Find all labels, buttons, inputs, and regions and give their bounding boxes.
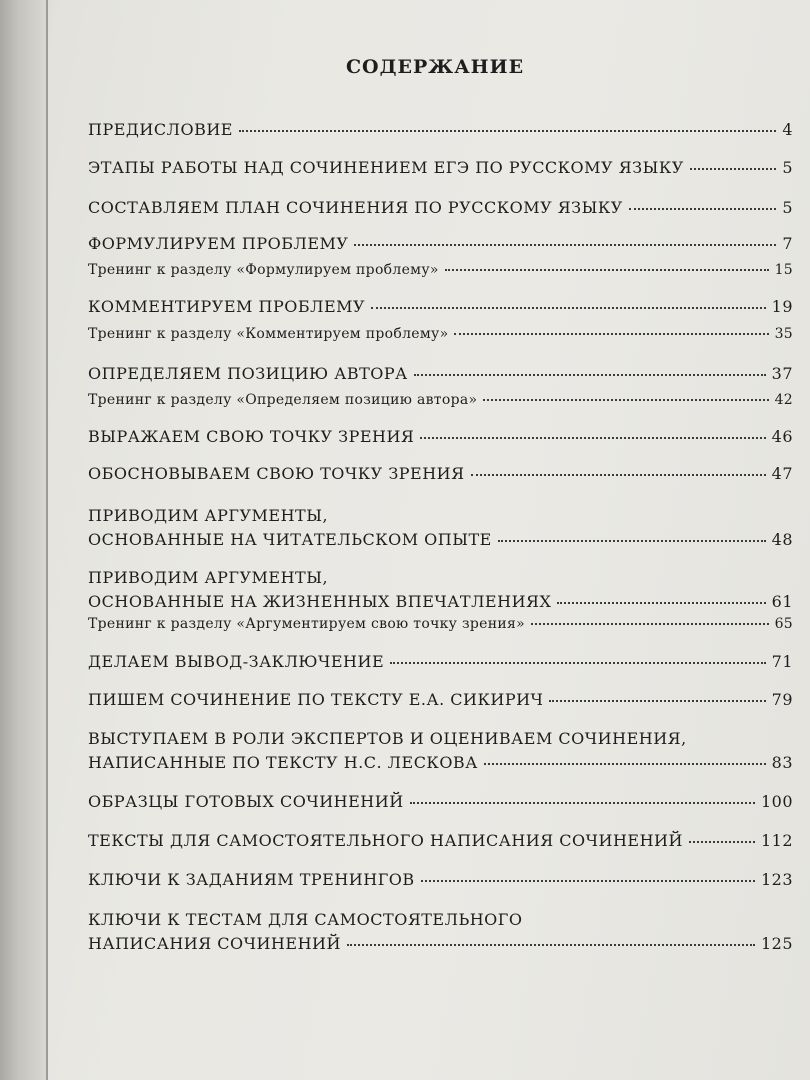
toc-entry-label: ЭТАПЫ РАБОТЫ НАД СОЧИНЕНИЕМ ЕГЭ ПО РУССКОМУ ЯЗЫКУ: [88, 158, 684, 177]
toc-page-number: 71: [771, 652, 793, 671]
toc-entry: [88, 790, 793, 814]
toc-subentry: [88, 258, 793, 282]
toc-entry: [88, 829, 793, 853]
toc-entry: [88, 196, 793, 220]
toc-entry: [88, 504, 793, 552]
toc-page-number: 42: [774, 392, 793, 408]
toc-entry: [88, 362, 793, 386]
toc-entry-label: Тренинг к разделу «Комментируем проблему»: [88, 326, 449, 342]
dot-leader: [414, 374, 766, 376]
toc-entry: [88, 425, 793, 449]
dot-leader: [239, 130, 776, 132]
toc-entry-label: Тренинг к разделу «Аргументируем свою точку зрения»: [88, 616, 526, 632]
dot-leader: [484, 763, 766, 765]
dot-leader: [454, 333, 768, 335]
toc-entry-label: Тренинг к разделу «Формулируем проблему»: [88, 262, 439, 278]
toc-entry-label: ОБОСНОВЫВАЕМ СВОЮ ТОЧКУ ЗРЕНИЯ: [88, 464, 465, 483]
toc-entry-label: Тренинг к разделу «Определяем позицию автора»: [88, 392, 478, 408]
toc-subentry: [88, 322, 793, 346]
dot-leader: [557, 602, 765, 604]
dot-leader: [690, 168, 777, 170]
toc-entry: [88, 727, 793, 775]
toc-entry: [88, 868, 793, 892]
toc-page-number: 79: [771, 690, 793, 709]
dot-leader: [549, 700, 765, 702]
toc-page-number: 61: [771, 592, 793, 611]
toc-entry: [88, 688, 793, 712]
toc-entry: [88, 462, 793, 486]
toc-subentry: [88, 612, 793, 636]
toc-entry-label: ФОРМУЛИРУЕМ ПРОБЛЕМУ: [88, 234, 349, 253]
dot-leader: [347, 944, 755, 946]
toc-entry: [88, 566, 793, 614]
toc-entry: [88, 232, 793, 256]
dot-leader: [498, 540, 766, 542]
toc-entry-label: ТЕКСТЫ ДЛЯ САМОСТОЯТЕЛЬНОГО НАПИСАНИЯ СОЧИНЕНИЙ: [88, 831, 683, 850]
toc-page-number: 83: [771, 753, 793, 772]
toc-entry-label: КЛЮЧИ К ЗАДАНИЯМ ТРЕНИНГОВ: [88, 870, 415, 889]
toc-entry-label: ОБРАЗЦЫ ГОТОВЫХ СОЧИНЕНИЙ: [88, 792, 404, 811]
dot-leader: [689, 841, 755, 843]
toc-entry: [88, 156, 793, 180]
dot-leader: [531, 623, 769, 625]
gutter-edge: [46, 0, 48, 1080]
toc-entry-label: ВЫРАЖАЕМ СВОЮ ТОЧКУ ЗРЕНИЯ: [88, 427, 415, 446]
toc-entry: [88, 295, 793, 319]
toc-page-number: 37: [771, 364, 793, 383]
toc-entry-label-line: ПРИВОДИМ АРГУМЕНТЫ,: [88, 568, 329, 587]
toc-subentry: [88, 388, 793, 412]
dot-leader: [371, 307, 766, 309]
toc-page-number: 65: [774, 616, 793, 632]
toc-page-number: 123: [760, 870, 793, 889]
toc-page-number: 15: [774, 262, 793, 278]
toc-entry-label: ОСНОВАННЫЕ НА ЧИТАТЕЛЬСКОМ ОПЫТЕ: [88, 530, 492, 549]
dot-leader: [483, 399, 768, 401]
toc-entry: [88, 650, 793, 674]
toc-entry-label: НАПИСАНИЯ СОЧИНЕНИЙ: [88, 934, 341, 953]
dot-leader: [410, 802, 755, 804]
dot-leader: [421, 880, 755, 882]
toc-page-number: 5: [782, 158, 793, 177]
dot-leader: [629, 208, 776, 210]
toc-page-number: 112: [760, 831, 793, 850]
toc-entry-label: СОСТАВЛЯЕМ ПЛАН СОЧИНЕНИЯ ПО РУССКОМУ ЯЗЫКУ: [88, 198, 623, 217]
page-title: СОДЕРЖАНИЕ: [345, 56, 525, 78]
toc-entry-label: ДЕЛАЕМ ВЫВОД-ЗАКЛЮЧЕНИЕ: [88, 652, 385, 671]
toc-page-number: 5: [782, 198, 793, 217]
book-gutter: [0, 0, 46, 1080]
dot-leader: [420, 437, 765, 439]
toc-page-number: 100: [760, 792, 793, 811]
dot-leader: [445, 269, 769, 271]
toc-entry-label: ПИШЕМ СОЧИНЕНИЕ ПО ТЕКСТУ Е.А. СИКИРИЧ: [88, 690, 544, 709]
toc-page-number: 46: [771, 427, 793, 446]
toc-entry: [88, 908, 793, 956]
dot-leader: [471, 474, 766, 476]
toc-entry-label: ОПРЕДЕЛЯЕМ ПОЗИЦИЮ АВТОРА: [88, 364, 408, 383]
toc-page-number: 7: [782, 234, 793, 253]
dot-leader: [354, 244, 776, 246]
toc-page-number: 4: [782, 120, 793, 139]
toc-page-number: 19: [771, 297, 793, 316]
toc-page-number: 48: [771, 530, 793, 549]
toc-page-number: 35: [774, 326, 793, 342]
toc-entry-label-line: КЛЮЧИ К ТЕСТАМ ДЛЯ САМОСТОЯТЕЛЬНОГО: [88, 910, 523, 929]
toc-page-number: 47: [771, 464, 793, 483]
toc-entry-label: ПРЕДИСЛОВИЕ: [88, 120, 233, 139]
toc-entry: [88, 118, 793, 142]
toc-entry-label-line: ВЫСТУПАЕМ В РОЛИ ЭКСПЕРТОВ И ОЦЕНИВАЕМ СОЧИНЕНИЯ,: [88, 729, 687, 748]
toc-entry-label: НАПИСАННЫЕ ПО ТЕКСТУ Н.С. ЛЕСКОВА: [88, 753, 478, 772]
toc-entry-label: КОММЕНТИРУЕМ ПРОБЛЕМУ: [88, 297, 366, 316]
dot-leader: [390, 662, 766, 664]
toc-page-number: 125: [760, 934, 793, 953]
toc-entry-label-line: ПРИВОДИМ АРГУМЕНТЫ,: [88, 506, 329, 525]
toc-entry-label: ОСНОВАННЫЕ НА ЖИЗНЕННЫХ ВПЕЧАТЛЕНИЯХ: [88, 592, 552, 611]
